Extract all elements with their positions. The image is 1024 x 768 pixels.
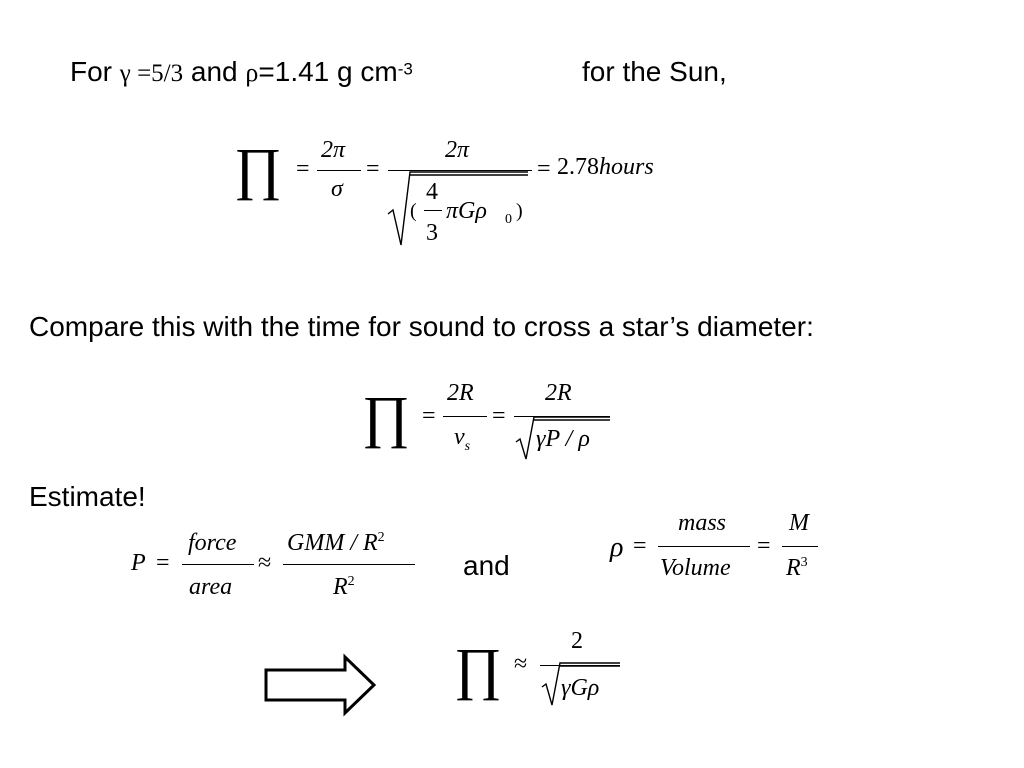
estimate-text: Estimate! <box>29 481 146 512</box>
fraction-denominator: γGρ <box>561 675 600 701</box>
equals-sign: = <box>633 533 647 559</box>
result-unit: hours <box>599 154 654 180</box>
fraction-denominator: Volume <box>660 555 731 581</box>
fraction-numerator: M <box>789 510 809 536</box>
fraction-numerator: 2π <box>321 137 346 163</box>
fraction-numerator: force <box>188 530 237 556</box>
paren-open: ( <box>410 200 417 222</box>
velocity-subscript: s <box>464 439 471 454</box>
approx-sign: ≈ <box>258 550 272 576</box>
radical-sign-icon <box>542 663 620 705</box>
compare-text: Compare this with the time for sound to cross a star’s diameter: <box>29 311 814 342</box>
rho-subscript: 0 <box>505 212 512 227</box>
radius-symbol: R <box>786 555 801 581</box>
equals-sign: = <box>537 156 551 182</box>
intro-suffix: for the Sun, <box>582 56 727 87</box>
rho-exponent: -3 <box>397 59 413 79</box>
exponent: 3 <box>800 555 808 570</box>
exponent: 2 <box>347 574 355 589</box>
radius-symbol: R <box>333 574 348 600</box>
fraction-denominator: γP / ρ <box>536 426 590 452</box>
fraction-numerator: 2R <box>545 380 572 406</box>
equals-sign: = <box>296 156 310 182</box>
equals-sign: = <box>366 156 380 182</box>
and-text: and <box>463 550 510 581</box>
pi-symbol: ∏ <box>454 636 502 701</box>
exponent: 2 <box>377 530 385 545</box>
gamma-value: γ =5/3 <box>119 60 184 87</box>
right-arrow-icon <box>266 657 374 713</box>
pi-symbol: ∏ <box>362 384 410 449</box>
fraction-numerator: 2 <box>571 628 583 654</box>
velocity-symbol: v <box>454 424 465 450</box>
density-symbol: ρ <box>610 532 624 563</box>
pi-symbol: ∏ <box>234 136 282 201</box>
equals-sign: = <box>422 403 436 429</box>
approx-sign: ≈ <box>514 651 528 677</box>
pi-G-rho: πGρ <box>446 198 487 224</box>
radical-sign-icon <box>516 417 610 459</box>
equals-sign: = <box>492 403 506 429</box>
fraction-denominator: σ <box>331 176 343 202</box>
pressure-symbol: P <box>131 550 146 576</box>
four-thirds-numerator: 4 <box>426 179 438 205</box>
fraction-numerator: 2R <box>447 380 474 406</box>
four-thirds-denominator: 3 <box>426 220 438 246</box>
rho-value: =1.41 g cm <box>258 56 398 87</box>
rho-symbol: ρ <box>245 58 259 87</box>
radical-sign-icon <box>388 172 528 245</box>
result-number: 2.78 <box>557 154 599 180</box>
paren-close: ) <box>516 200 523 222</box>
fraction-numerator: 2π <box>445 137 470 163</box>
equals-sign: = <box>757 533 771 559</box>
intro-prefix: For <box>70 56 120 87</box>
equals-sign: = <box>156 550 170 576</box>
fraction-numerator: mass <box>678 510 727 536</box>
fraction-denominator: area <box>189 574 233 600</box>
intro-and: and <box>183 56 246 87</box>
gmm-over-r: GMM / R <box>287 530 378 556</box>
